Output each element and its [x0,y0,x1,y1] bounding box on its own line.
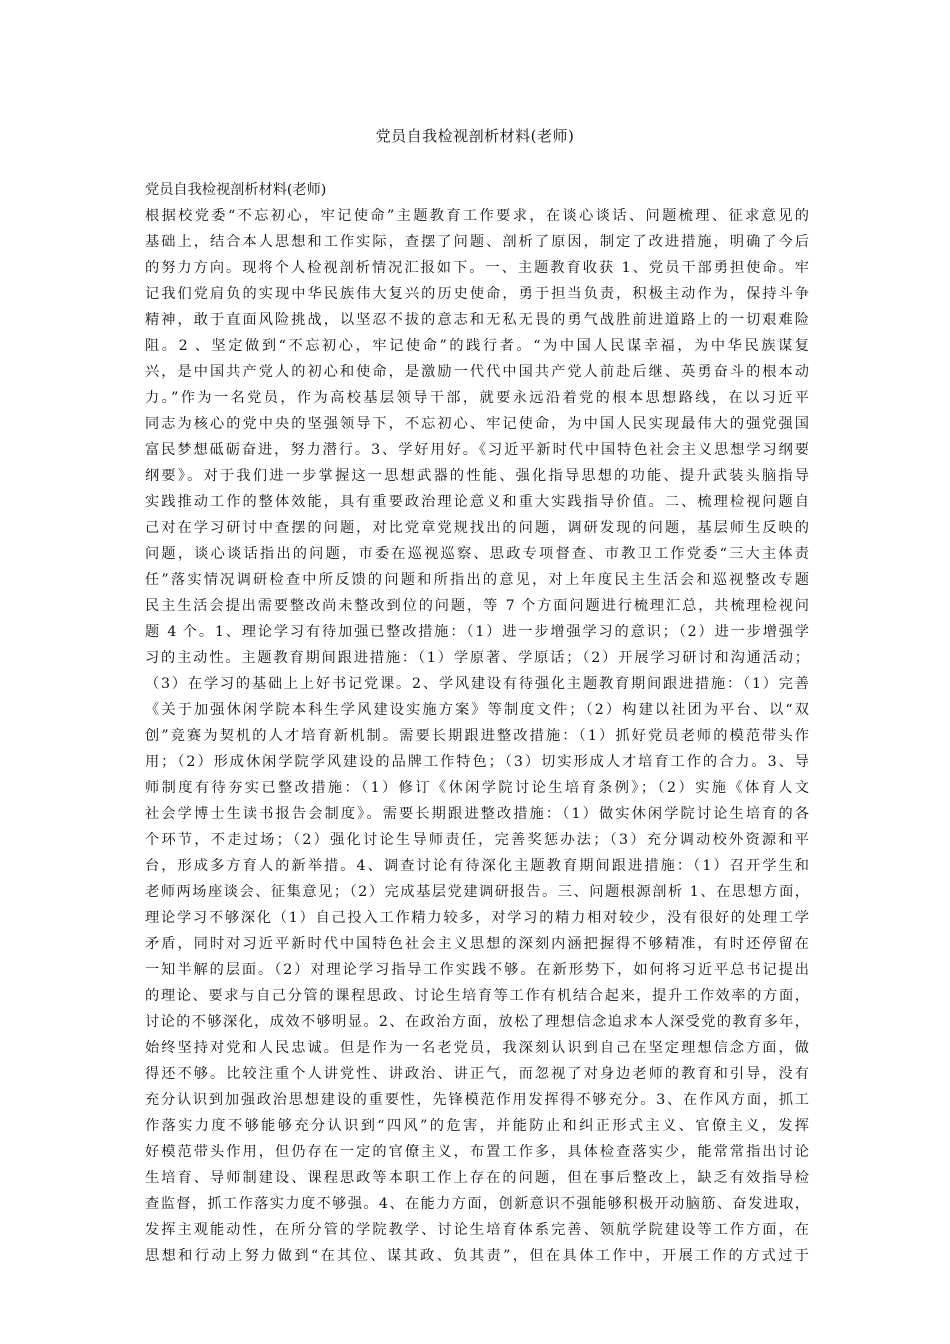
body-text-line: 矛盾，同时对习近平新时代中国特色社会主义思想的深刻内涵把握得不够精准，有时还停留在 [145,936,809,952]
body-text-line: 一知半解的层面。（2）对理论学习指导工作实践不够。在新形势下，如何将习近平总书记提出 [145,962,809,978]
body-text-line: 富民梦想砥砺奋进，努力潜行。3、学好用好。《习近平新时代中国特色社会主义思想学习纲要 [145,442,809,458]
body-text-line: 记我们党肩负的实现中华民族伟大复兴的历史使命，勇于担当负责，积极主动作为，保持斗争 [145,286,809,302]
body-text-line: 用；（2）形成休闲学院学风建设的品牌工作特色；（3）切实形成人才培育工作的合力。3、导 [145,754,809,770]
body-text-line: 的努力方向。现将个人检视剖析情况汇报如下。一、主题教育收获 1、党员干部勇担使命。牢 [145,260,809,276]
body-text-line: 习的主动性。主题教育期间跟进措施：（1）学原著、学原话；（2）开展学习研讨和沟通活动； [145,650,809,666]
body-text-line: 兴，是中国共产党人的初心和使命，是激励一代代中国共产党人前赴后继、英勇奋斗的根本动 [145,364,809,380]
body-text-line: 力。”作为一名党员，作为高校基层领导干部，就要永远沿着党的根本思想路线，在以习近平 [145,390,809,406]
body-text-line: 始终坚持对党和人民忠诚。但是作为一名老党员，我深刻认识到自己在坚定理想信念方面，做 [145,1040,809,1056]
body-text-line: 根据校党委“不忘初心，牢记使命”主题教育工作要求，在谈心谈话、问题梳理、征求意见的 [145,208,809,224]
body-text-line: 作落实力度不够能够充分认识到“四风”的危害，并能防止和纠正形式主义、官僚主义，发挥 [145,1118,809,1134]
body-text-line: 充分认识到加强政治思想建设的重要性，先锋模范作用发挥得不够充分。3、在作风方面，抓工 [145,1092,809,1108]
body-text-line: 题 4 个。1、理论学习有待加强已整改措施：（1）进一步增强学习的意识；（2）进一步增强学 [145,624,809,640]
body-text-line: 社会学博士生读书报告会制度》。需要长期跟进整改措施：（1）做实休闲学院讨论生培育的各 [145,806,809,822]
body-text-line: 阻。2 、坚定做到“不忘初心，牢记使命”的践行者。“为中国人民谋幸福，为中华民族谋复 [145,338,809,354]
body-text-line: 发挥主观能动性，在所分管的学院教学、讨论生培育体系完善、领航学院建设等工作方面，在 [145,1222,809,1238]
body-text-line: 查监督，抓工作落实力度不够强。4、在能力方面，创新意识不强能够积极开动脑筋、奋发进取， [145,1196,809,1212]
body-text-line: 个环节，不走过场；（2）强化讨论生导师责任，完善奖惩办法；（3）充分调动校外资源和平 [145,832,809,848]
body-text-line: 纲要》。对于我们进一步掌握这一思想武器的性能、强化指导思想的功能、提升武装头脑指导 [145,468,809,484]
body-text-line: 生培育、导师制建设、课程思政等本职工作上存在的问题，但在事后整改上，缺乏有效指导检 [145,1170,809,1186]
body-text-line: 问题，谈心谈话指出的问题，市委在巡视巡察、思政专项督查、市教卫工作党委“三大主体责 [145,546,809,562]
body-text-line: 老师两场座谈会、征集意见；（2）完成基层党建调研报告。三、问题根源剖析 1、在思想方面， [145,884,809,900]
body-text-line: 的理论、要求与自己分管的课程思政、讨论生培育等工作有机结合起来，提升工作效率的方面， [145,988,809,1004]
body-text-line: 己对在学习研讨中查摆的问题，对比党章党规找出的问题，调研发现的问题，基层师生反映的 [145,520,809,536]
body-text-line: 同志为核心的党中央的坚强领导下，不忘初心、牢记使命，为中国人民实现最伟大的强党强国 [145,416,809,432]
body-heading: 党员自我检视剖析材料(老师) [145,182,327,198]
document-title: 党员自我检视剖析材料(老师) [375,127,575,145]
body-text-line: 基础上，结合本人思想和工作实际，查摆了问题、剖析了原因，制定了改进措施，明确了今后 [145,234,809,250]
body-text-line: 精神，敢于直面风险挑战，以坚忍不拔的意志和无私无畏的勇气战胜前进道路上的一切艰难险 [145,312,809,328]
body-text-line: 得还不够。比较注重个人讲党性、讲政治、讲正气，而忽视了对身边老师的教育和引导，没有 [145,1066,809,1082]
body-text-line: 师制度有待夯实已整改措施：（1）修订《休闲学院讨论生培育条例》；（2）实施《体育人文 [145,780,809,796]
body-text-line: 台，形成多方育人的新举措。4、调查讨论有待深化主题教育期间跟进措施：（1）召开学生和 [145,858,809,874]
body-text-line: 理论学习不够深化（1）自己投入工作精力较多，对学习的精力相对较少，没有很好的处理工学 [145,910,809,926]
body-text-line: 思想和行动上努力做到“在其位、谋其政、负其责”，但在具体工作中，开展工作的方式过于 [145,1248,809,1264]
body-text-line: 民主生活会提出需要整改尚未整改到位的问题，等 7 个方面问题进行梳理汇总，共梳理检视问 [145,598,809,614]
body-text-line: （3）在学习的基础上上好书记党课。2、学风建设有待强化主题教育期间跟进措施：（1）完善 [145,676,809,692]
document-body [145,177,809,1269]
body-text-line: 创”竞赛为契机的人才培育新机制。需要长期跟进整改措施：（1）抓好党员老师的模范带头作 [145,728,809,744]
body-text-line: 讨论的不够深化，成效不够明显。2、在政治方面，放松了理想信念追求本人深受党的教育多年， [145,1014,809,1030]
body-text-line: 好模范带头作用，但仍存在一定的官僚主义，布置工作多，具体检查落实少，能常常指出讨论 [145,1144,809,1160]
body-text-line: 《关于加强休闲学院本科生学风建设实施方案》等制度文件；（2）构建以社团为平台、以“双 [145,702,809,718]
body-text-line: 实践推动工作的整体效能，具有重要政治理论意义和重大实践指导价值。二、梳理检视问题自 [145,494,809,510]
body-text-line: 任”落实情况调研检查中所反馈的问题和所指出的意见，对上年度民主生活会和巡视整改专题 [145,572,809,588]
